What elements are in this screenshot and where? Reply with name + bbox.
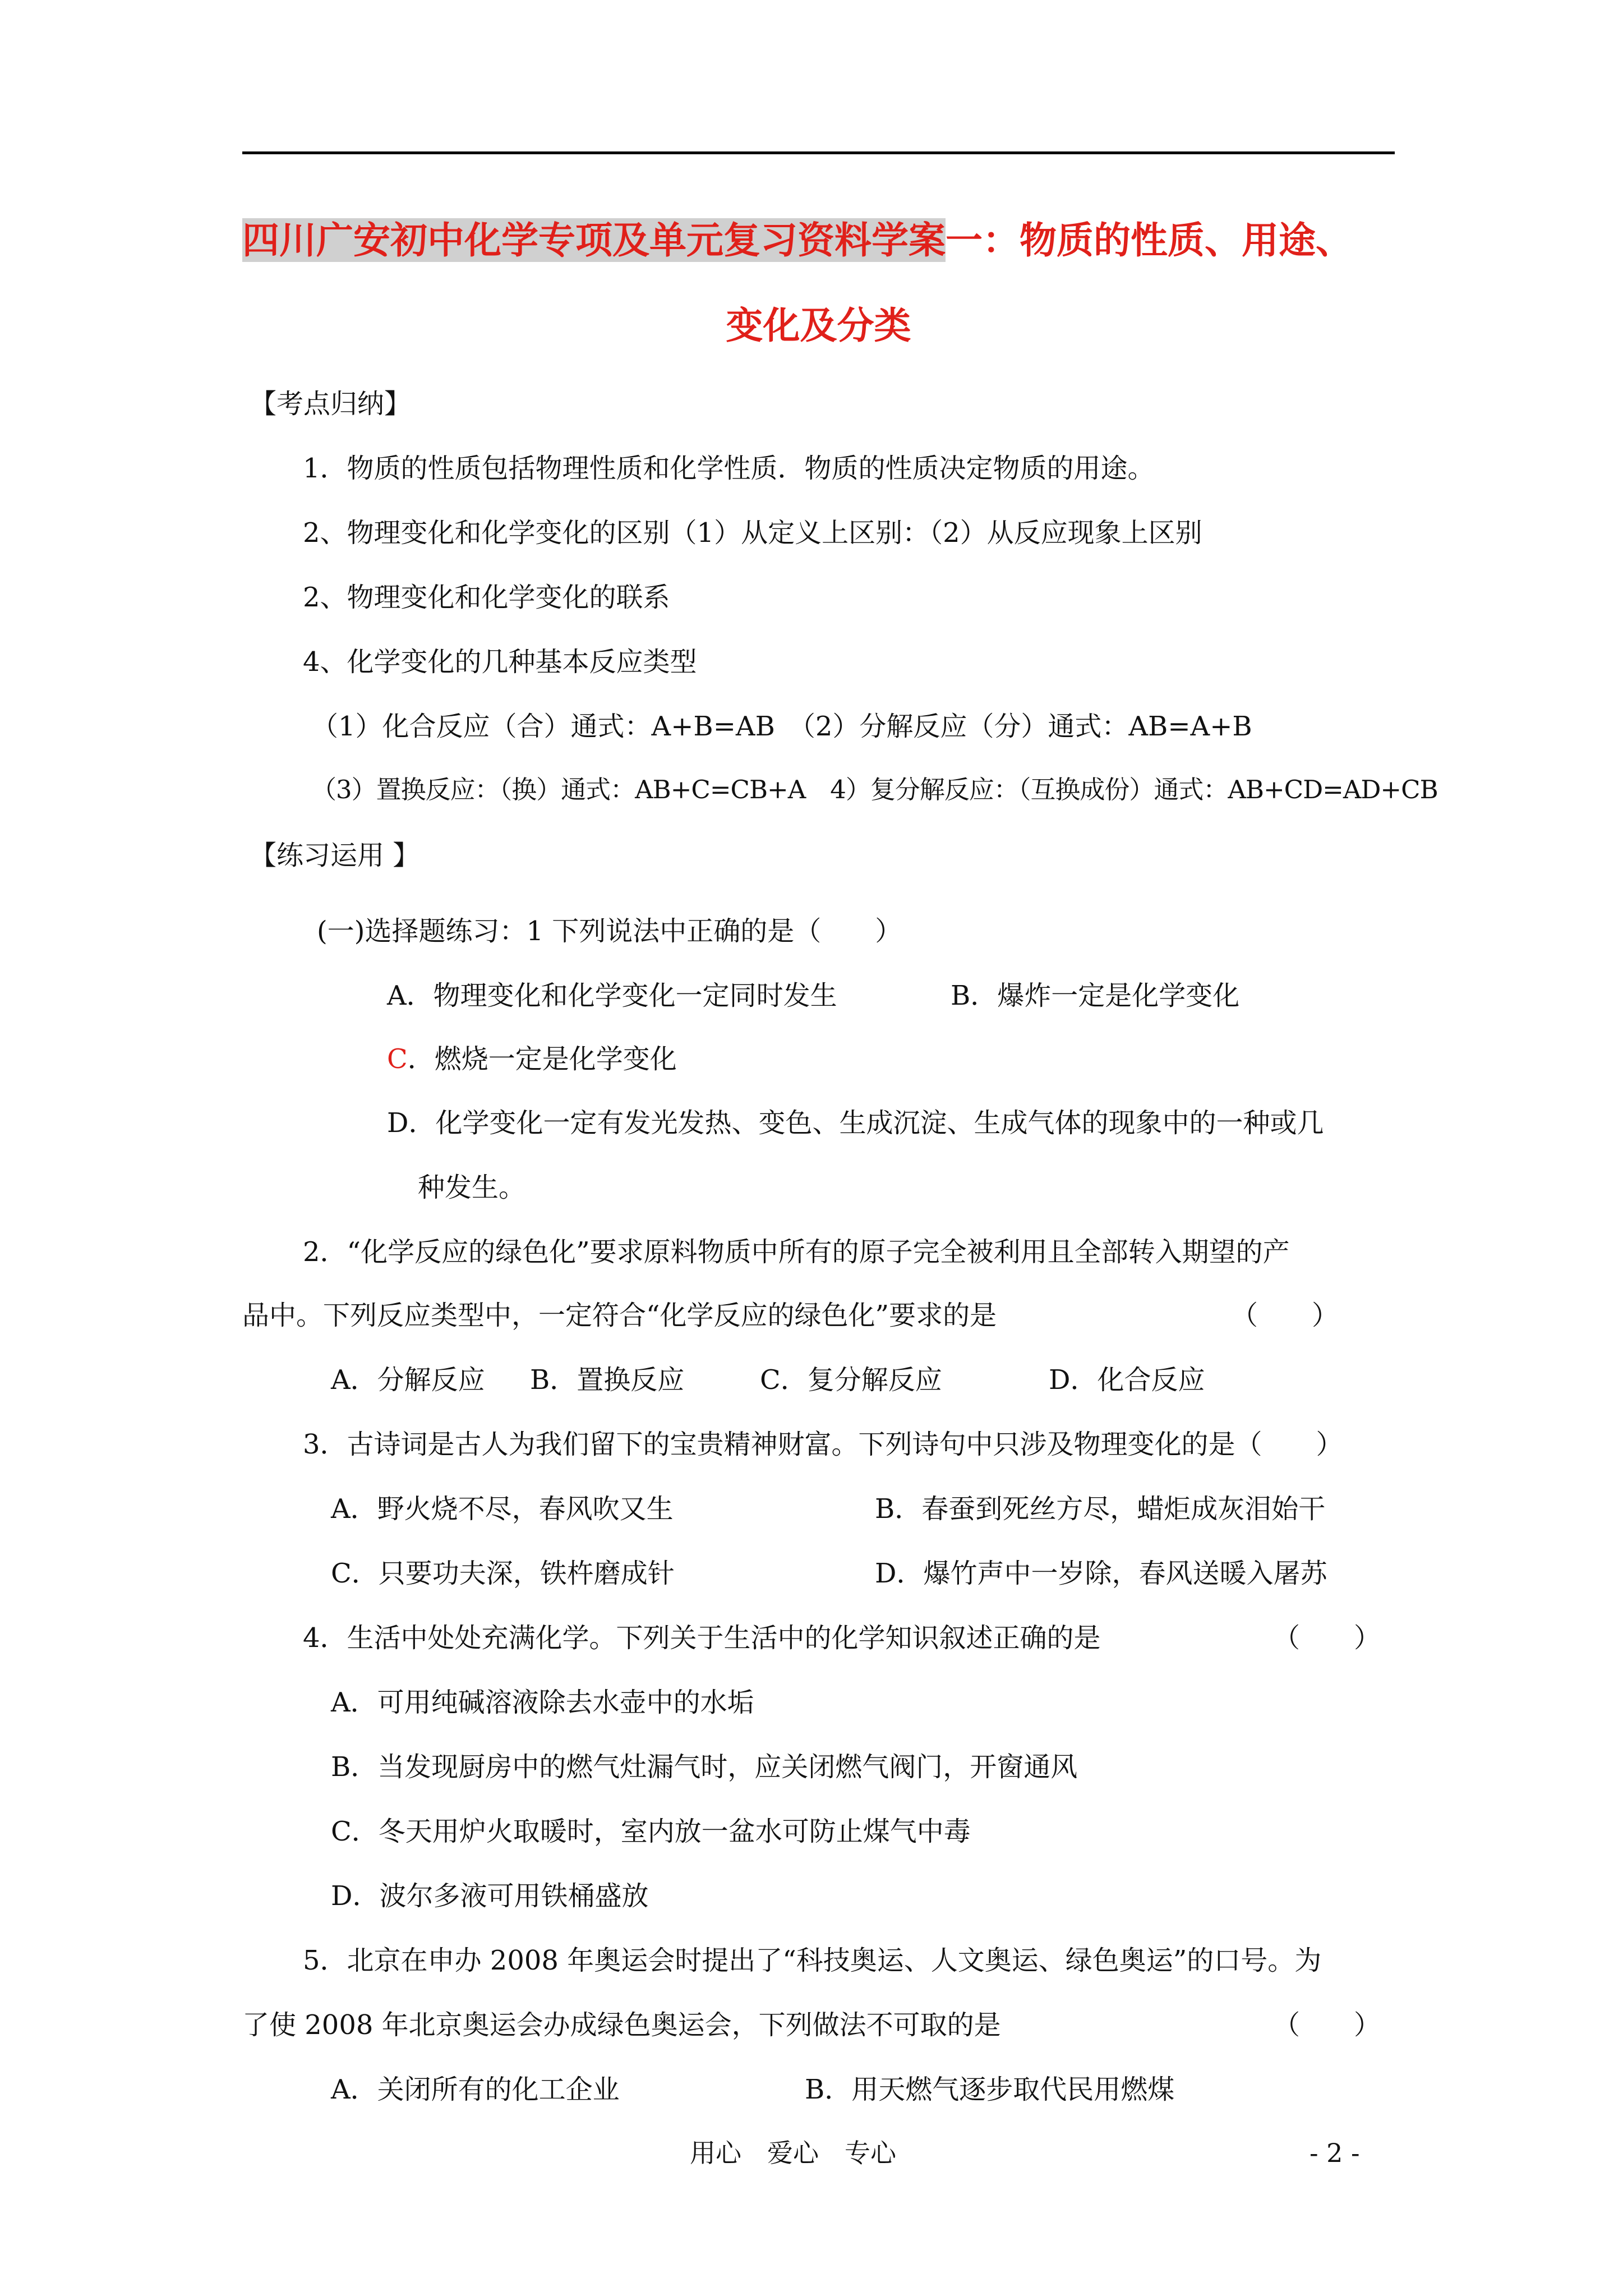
question-1-option-c-text: ．燃烧一定是化学变化 <box>407 1043 677 1075</box>
question-5-option-b: B．用天燃气逐步取代民用燃煤 <box>805 2074 1175 2105</box>
question-2-option-c: C．复分解反应 <box>760 1364 942 1396</box>
question-3-option-a: A．野火烧不尽，春风吹又生 <box>331 1493 674 1525</box>
question-2-bracket: （ ） <box>1231 1300 1339 1331</box>
point-item-5: （1）化合反应（合）通式：A+B=AB （2）分解反应（分）通式：AB=A+B <box>311 711 1252 742</box>
question-5-stem-line1: 5．北京在申办 2008 年奥运会时提出了“科技奥运、人文奥运、绿色奥运”的口号。为 <box>303 1945 1322 1976</box>
point-item-1: 1．物质的性质包括物理性质和化学性质．物质的性质决定物质的用途。 <box>303 453 1155 484</box>
question-4-option-d: D．波尔多液可用铁桶盛放 <box>331 1880 649 1912</box>
page-title-line1 <box>242 218 1395 263</box>
point-item-6: （3）置换反应：（换）通式：AB+C=CB+A 4）复分解反应：（互换成份）通式：AB+CD=AD+CB <box>311 775 1438 804</box>
question-1-option-d-line2: 种发生。 <box>418 1172 526 1203</box>
point-item-2: 2、物理变化和化学变化的区别（1）从定义上区别：（2）从反应现象上区别 <box>303 517 1202 549</box>
section-heading-practice: 【练习运用 】 <box>250 840 420 871</box>
question-5-bracket: （ ） <box>1273 2009 1381 2041</box>
footer-motto: 用心 爱心 专心 <box>690 2138 896 2168</box>
question-3-option-c: C．只要功夫深，铁杵磨成针 <box>331 1558 675 1589</box>
point-item-3: 2、物理变化和化学变化的联系 <box>303 582 670 613</box>
question-3-stem: 3．古诗词是古人为我们留下的宝贵精神财富。下列诗句中只涉及物理变化的是（ ） <box>303 1429 1343 1460</box>
question-1-option-a: A．物理变化和化学变化一定同时发生 <box>387 980 837 1011</box>
question-4-option-b: B．当发现厨房中的燃气灶漏气时，应关闭燃气阀门，开窗通风 <box>331 1751 1078 1783</box>
page-title-line2: 变化及分类 <box>726 303 911 347</box>
question-3-option-b: B．春蚕到死丝方尽，蜡炬成灰泪始干 <box>875 1493 1326 1525</box>
question-4-stem: 4．生活中处处充满化学。下列关于生活中的化学知识叙述正确的是 <box>303 1622 1101 1654</box>
question-3-option-d: D．爆竹声中一岁除，春风送暖入屠苏 <box>875 1558 1327 1589</box>
question-2-option-d: D．化合反应 <box>1049 1364 1205 1396</box>
question-4-option-c: C．冬天用炉火取暖时，室内放一盆水可防止煤气中毒 <box>331 1816 971 1847</box>
title-highlighted-part: 四川广安初中化学专项及单元复习资料学案 <box>242 218 946 262</box>
question-2-option-b: B．置换反应 <box>530 1364 685 1396</box>
point-item-4: 4、化学变化的几种基本反应类型 <box>303 646 697 678</box>
question-4-bracket: （ ） <box>1273 1622 1381 1654</box>
question-1-option-c <box>387 1042 677 1076</box>
question-2-stem-line2: 品中。下列反应类型中，一定符合“化学反应的绿色化”要求的是 <box>242 1300 997 1331</box>
question-4-option-a: A．可用纯碱溶液除去水壶中的水垢 <box>331 1687 754 1718</box>
question-2-option-a: A．分解反应 <box>331 1364 485 1396</box>
answer-mark-c: C <box>387 1043 408 1075</box>
question-1-stem: (一)选择题练习：1 下列说法中正确的是（ ） <box>317 915 902 947</box>
section-heading-points: 【考点归纳】 <box>250 388 412 420</box>
title-rest-part: 一：物质的性质、用途、 <box>946 218 1353 262</box>
page-number: - 2 - <box>1310 2138 1360 2168</box>
header-rule <box>242 151 1395 154</box>
question-1-option-d-line1: D．化学变化一定有发光发热、变色、生成沉淀、生成气体的现象中的一种或几 <box>387 1107 1324 1139</box>
question-5-stem-line2: 了使 2008 年北京奥运会办成绿色奥运会，下列做法不可取的是 <box>242 2009 1001 2041</box>
question-1-option-b: B．爆炸一定是化学变化 <box>951 980 1240 1011</box>
question-5-option-a: A．关闭所有的化工企业 <box>331 2074 620 2105</box>
question-2-stem-line1: 2．“化学反应的绿色化”要求原料物质中所有的原子完全被利用且全部转入期望的产 <box>303 1236 1290 1268</box>
